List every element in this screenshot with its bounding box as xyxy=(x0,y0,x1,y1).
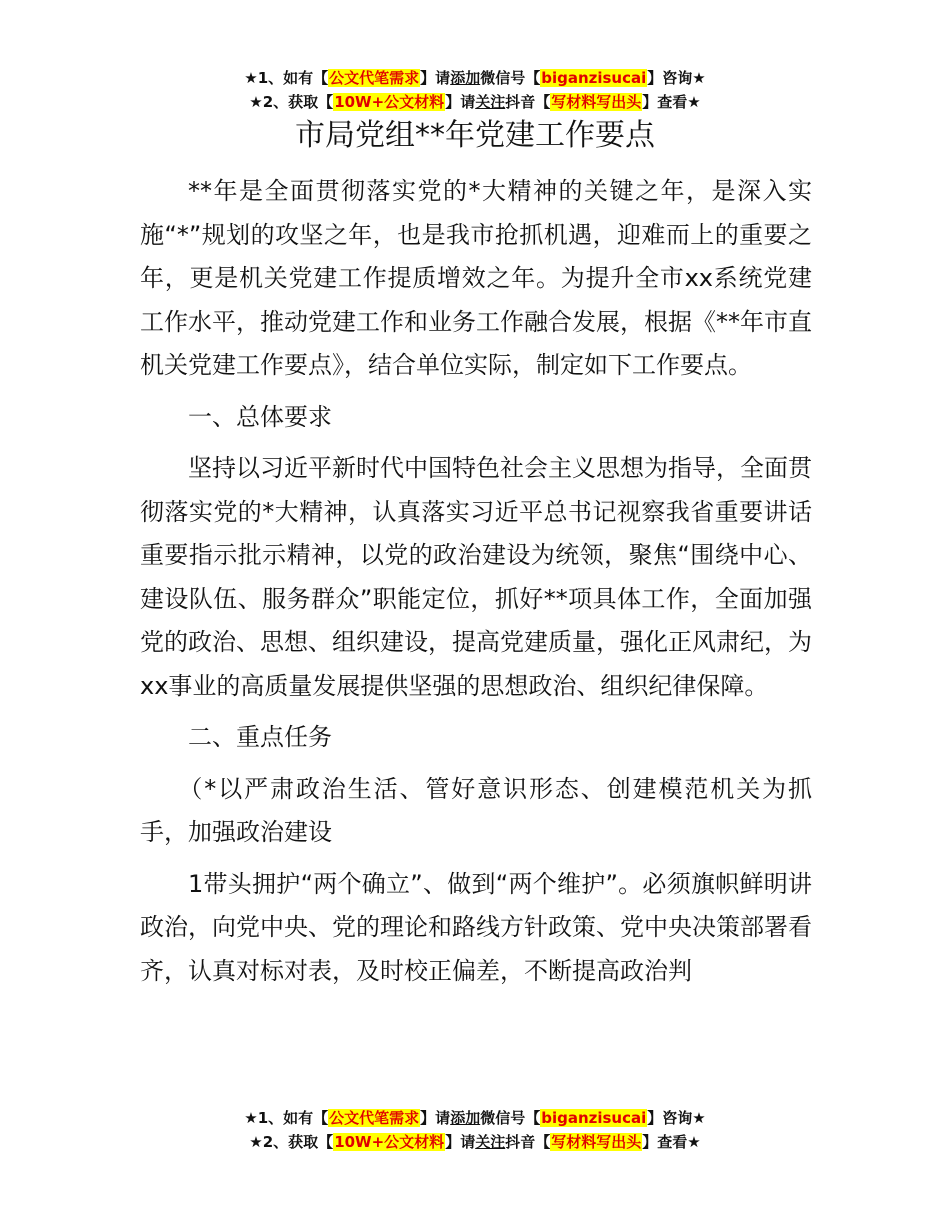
highlight-text: 写材料写出头 xyxy=(551,1133,642,1151)
underlined-text: 关注 xyxy=(475,1133,506,1151)
document-title: 市局党组**年党建工作要点 xyxy=(295,118,655,153)
promo-banner-bottom xyxy=(0,1106,950,1154)
body-paragraph: 坚持以习近平新时代中国特色社会主义思想为指导，全面贯彻落实党的*大精神，认真落实习近平总书记视察我省重要讲话重要指示批示精神，以党的政治建设为统领，聚焦“围绕中心、建设队伍、服务群众”职能定位，抓好**项具体工作，全面加强党的政治、思想、组织建设，提高党建质量，强化正风肃纪，为xx事业的高质量发展提供坚强的思想政治、组织纪律保障。 xyxy=(140,454,812,700)
body-paragraph: 1带头拥护“两个确立”、做到“两个维护”。必须旗帜鲜明讲政治，向党中央、党的理论和路线方针政策、党中央决策部署看齐，认真对标对表，及时校正偏差，不断提高政治判 xyxy=(140,869,812,985)
highlight-text: 公文代笔需求 xyxy=(329,1109,420,1127)
promo-line-2: ★2、获取【10W+公文材料】请关注抖音【写材料写出头】查看★ xyxy=(249,93,701,111)
highlight-text: 写材料写出头 xyxy=(551,93,642,111)
underlined-text: 关注 xyxy=(475,93,506,111)
highlight-text: 10W+公文材料 xyxy=(334,1133,445,1151)
subsection-heading: （*以严肃政治生活、管好意识形态、创建模范机关为抓手，加强政治建设 xyxy=(140,774,812,846)
highlight-text: biganzisucai xyxy=(541,69,647,87)
highlight-text: 公文代笔需求 xyxy=(329,69,420,87)
section-heading: 一、总体要求 xyxy=(188,402,332,431)
highlight-text: biganzisucai xyxy=(541,1109,647,1127)
promo-line-2: ★2、获取【10W+公文材料】请关注抖音【写材料写出头】查看★ xyxy=(249,1133,701,1151)
document-body xyxy=(140,170,812,1001)
underlined-text: 添加 xyxy=(450,69,481,87)
promo-banner-top xyxy=(0,66,950,114)
highlight-text: 10W+公文材料 xyxy=(334,93,445,111)
underlined-text: 添加 xyxy=(450,1109,481,1127)
promo-line-1: ★1、如有【公文代笔需求】请添加微信号【biganzisucai】咨询★ xyxy=(244,1109,706,1127)
body-paragraph: **年是全面贯彻落实党的*大精神的关键之年，是深入实施“*”规划的攻坚之年，也是我市抢抓机遇，迎难而上的重要之年，更是机关党建工作提质增效之年。为提升全市xx系统党建工作水平，推动党建工作和业务工作融合发展，根据《**年市直机关党建工作要点》，结合单位实际，制定如下工作要点。 xyxy=(140,177,812,379)
section-heading: 二、重点任务 xyxy=(188,723,332,751)
promo-line-1: ★1、如有【公文代笔需求】请添加微信号【biganzisucai】咨询★ xyxy=(244,69,706,87)
